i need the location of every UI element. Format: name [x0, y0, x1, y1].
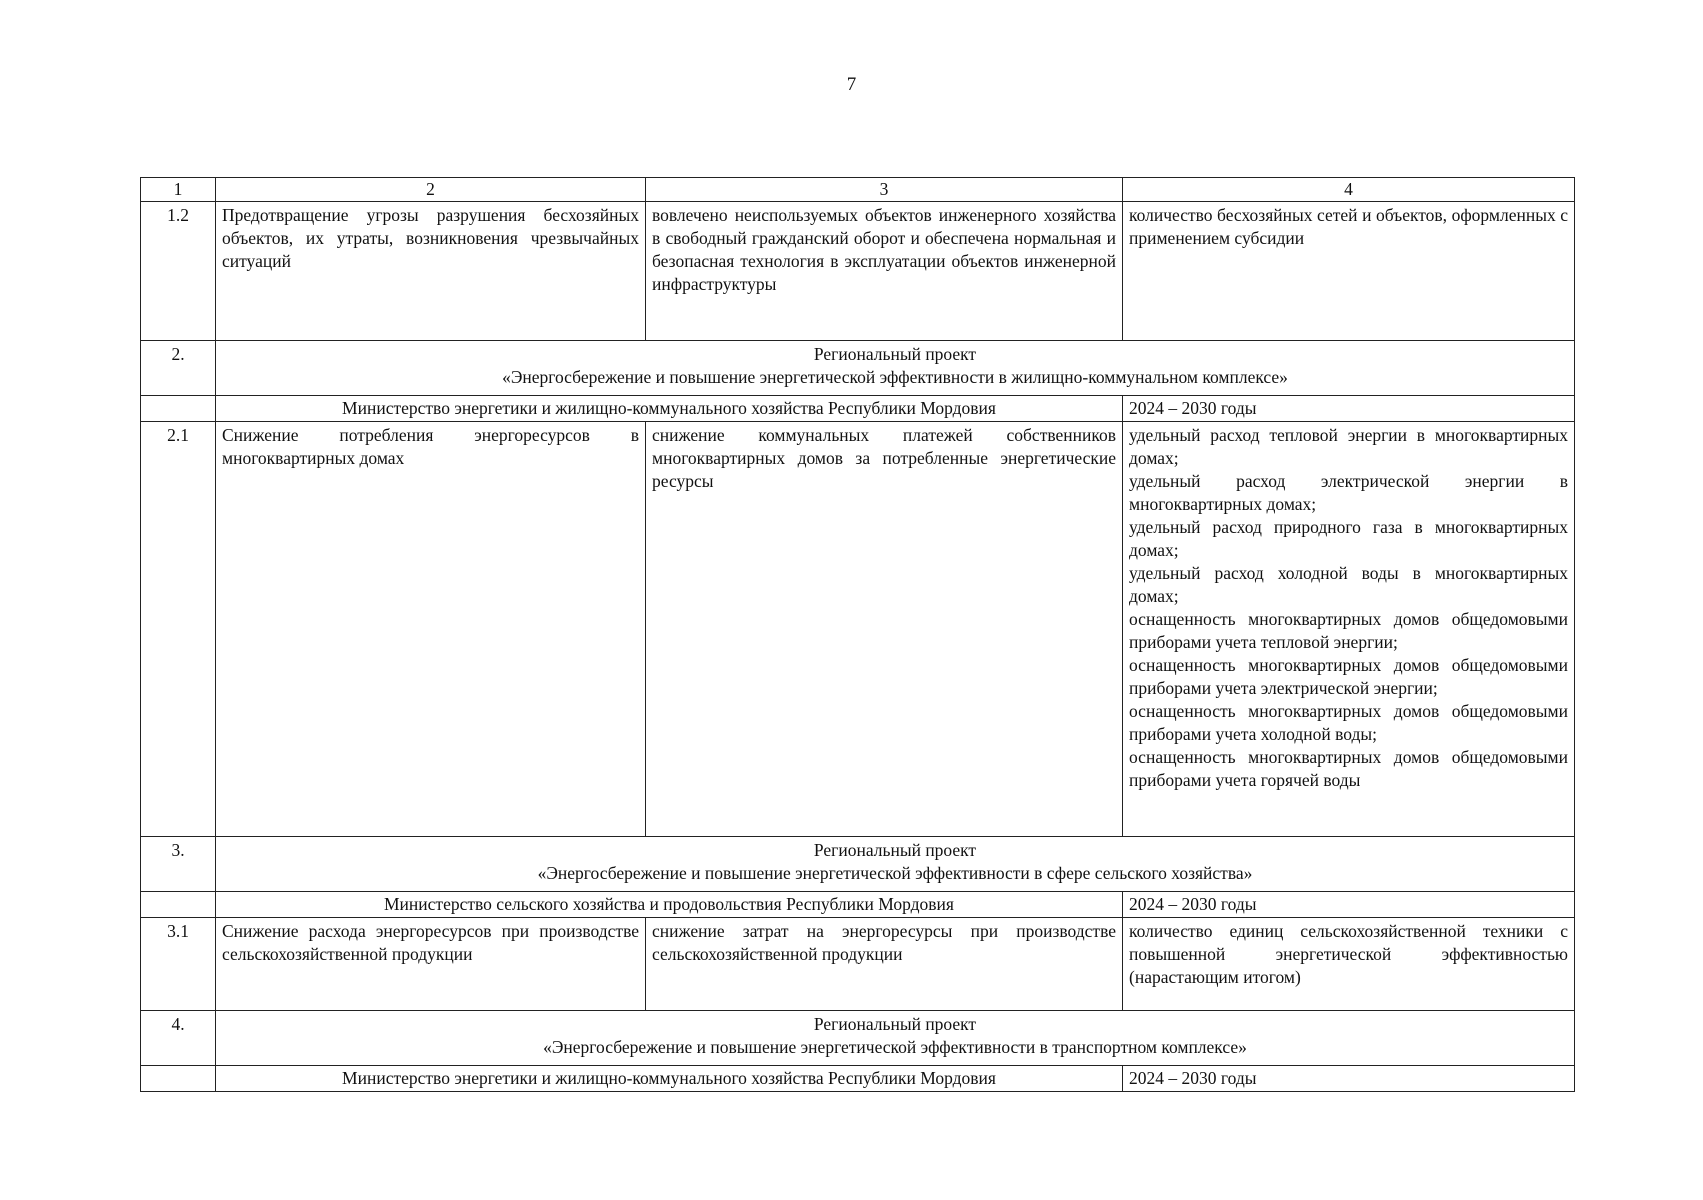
project-row [141, 341, 1575, 396]
header-cell-3: 3 [646, 178, 1123, 202]
indicator-item: количество бесхозяйных сетей и объектов, оформленных с применением субсидии [1129, 205, 1568, 248]
agency-name: Министерство сельского хозяйства и продовольствия Республики Мордовия [216, 892, 1123, 918]
agency-row [141, 396, 1575, 422]
header-cell-4: 4 [1123, 178, 1575, 202]
project-title-cell [216, 837, 1575, 892]
indicator-item: оснащенность многоквартирных домов общедомовыми приборами учета холодной воды; [1129, 701, 1568, 744]
indicators-cell [1123, 202, 1575, 341]
indicator-item: удельный расход электрической энергии в многоквартирных домах; [1129, 471, 1568, 514]
page-number: 7 [846, 74, 857, 95]
task-cell: Снижение потребления энергоресурсов в многоквартирных домах [216, 422, 646, 837]
period-cell: 2024 – 2030 годы [1123, 892, 1575, 918]
effect-cell: вовлечено неиспользуемых объектов инженерного хозяйства в свободный гражданский оборот и обеспечена нормальная и безопасная технология в эксплуатации объектов инженерной инфраструктуры [646, 202, 1123, 341]
project-title-cell [216, 341, 1575, 396]
measures-table [140, 177, 1575, 1092]
task-cell: Снижение расхода энергоресурсов при производстве сельскохозяйственной продукции [216, 918, 646, 1011]
header-cell-1: 1 [141, 178, 216, 202]
empty-cell [141, 396, 216, 422]
agency-row [141, 1066, 1575, 1092]
period-cell: 2024 – 2030 годы [1123, 1066, 1575, 1092]
project-heading: Региональный проект [813, 840, 977, 860]
indicator-item: количество единиц сельскохозяйственной техники с повышенной энергетической эффективностью (нарастающим итогом) [1129, 921, 1568, 987]
agency-row [141, 892, 1575, 918]
task-cell: Предотвращение угрозы разрушения бесхозяйных объектов, их утраты, возникновения чрезвычайных ситуаций [216, 202, 646, 341]
project-number: 3. [141, 837, 216, 892]
indicator-item: удельный расход холодной воды в многоквартирных домах; [1129, 563, 1568, 606]
table-row [141, 918, 1575, 1011]
project-heading: Региональный проект [813, 344, 977, 364]
project-title: «Энергосбережение и повышение энергетической эффективности в сфере сельского хозяйства» [537, 863, 1253, 883]
agency-name: Министерство энергетики и жилищно-коммунального хозяйства Республики Мордовия [216, 396, 1123, 422]
header-cell-2: 2 [216, 178, 646, 202]
indicator-item: удельный расход природного газа в многоквартирных домах; [1129, 517, 1568, 560]
indicators-cell [1123, 918, 1575, 1011]
table-header-row [141, 178, 1575, 202]
indicators-cell [1123, 422, 1575, 837]
project-heading: Региональный проект [813, 1014, 977, 1034]
indicator-item: удельный расход тепловой энергии в многоквартирных домах; [1129, 425, 1568, 468]
effect-cell: снижение затрат на энергоресурсы при производстве сельскохозяйственной продукции [646, 918, 1123, 1011]
project-title: «Энергосбережение и повышение энергетической эффективности в транспортном комплексе» [543, 1037, 1247, 1057]
row-number: 1.2 [141, 202, 216, 341]
row-number: 2.1 [141, 422, 216, 837]
row-number: 3.1 [141, 918, 216, 1011]
table-row [141, 202, 1575, 341]
indicator-item: оснащенность многоквартирных домов общедомовыми приборами учета электрической энергии; [1129, 655, 1568, 698]
empty-cell [141, 892, 216, 918]
project-number: 2. [141, 341, 216, 396]
project-row [141, 1011, 1575, 1066]
indicator-item: оснащенность многоквартирных домов общедомовыми приборами учета горячей воды [1129, 747, 1568, 790]
effect-cell: снижение коммунальных платежей собственников многоквартирных домов за потребленные энергетические ресурсы [646, 422, 1123, 837]
agency-name: Министерство энергетики и жилищно-коммунального хозяйства Республики Мордовия [216, 1066, 1123, 1092]
empty-cell [141, 1066, 216, 1092]
project-row [141, 837, 1575, 892]
indicator-item: оснащенность многоквартирных домов общедомовыми приборами учета тепловой энергии; [1129, 609, 1568, 652]
project-title-cell [216, 1011, 1575, 1066]
project-title: «Энергосбережение и повышение энергетической эффективности в жилищно-коммунальном комплексе» [502, 367, 1288, 387]
period-cell: 2024 – 2030 годы [1123, 396, 1575, 422]
table-row [141, 422, 1575, 837]
project-number: 4. [141, 1011, 216, 1066]
